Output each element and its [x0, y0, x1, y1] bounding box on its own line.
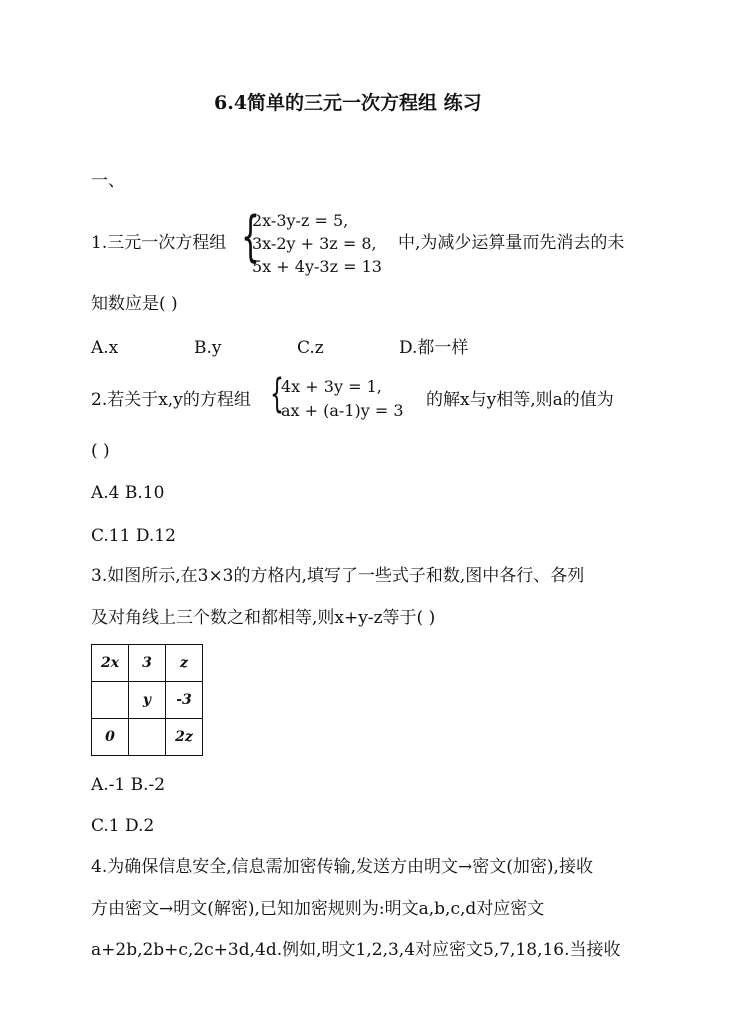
q3-grid [91, 644, 203, 756]
q1-option-a: A.x [91, 338, 119, 358]
q2-suffix: 的解x与y相等,则a的值为 [426, 390, 614, 410]
q1-option-b: B.y [194, 338, 222, 358]
grid-cell: 2z [166, 719, 203, 756]
q3-options-row2: C.1 D.2 [91, 816, 155, 836]
section-heading: 一、 [91, 171, 125, 191]
q2-brace: { [270, 371, 284, 417]
grid-cell: 3 [129, 645, 166, 682]
q1-option-c: C.z [297, 338, 324, 358]
q3-line1: 3.如图所示,在3×3的方格内,填写了一些式子和数,图中各行、各列 [91, 566, 585, 586]
grid-cell: -3 [166, 682, 203, 719]
q3-options-row1: A.-1 B.-2 [91, 775, 166, 795]
q1-eq3: 5x + 4y-3z = 13 [252, 257, 382, 276]
q2-eq2: ax + (a-1)y = 3 [281, 401, 404, 420]
grid-cell: y [129, 682, 166, 719]
q2-options-row2: C.11 D.12 [91, 526, 176, 546]
q1-option-d: D.都一样 [399, 338, 469, 358]
grid-cell: 2x [92, 645, 129, 682]
q4-line3: a+2b,2b+c,2c+3d,4d.例如,明文1,2,3,4对应密文5,7,18,16.当接收 [91, 940, 621, 960]
grid-cell: 0 [92, 719, 129, 756]
grid-row [92, 645, 203, 682]
q4-line1: 4.为确保信息安全,信息需加密传输,发送方由明文→密文(加密),接收 [91, 857, 593, 877]
q3-line2: 及对角线上三个数之和都相等,则x+y-z等于( ) [91, 608, 436, 628]
grid-cell: z [166, 645, 203, 682]
q1-line2: 知数应是( ) [91, 294, 178, 314]
grid-row [92, 719, 203, 756]
page-title: 6.4简单的三元一次方程组 练习 [214, 92, 482, 114]
q1-brace: { [241, 205, 260, 268]
grid-cell [129, 719, 166, 756]
grid-cell [92, 682, 129, 719]
q1-suffix: 中,为减少运算量而先消去的未 [398, 233, 625, 253]
q1-prefix: 1.三元一次方程组 [91, 233, 227, 253]
q4-line2: 方由密文→明文(解密),已知加密规则为:明文a,b,c,d对应密文 [91, 899, 545, 919]
q2-line2: ( ) [91, 441, 110, 461]
grid-row [92, 682, 203, 719]
q1-eq2: 3x-2y + 3z = 8, [252, 234, 377, 253]
q1-eq1: 2x-3y-z = 5, [252, 211, 349, 230]
q2-eq1: 4x + 3y = 1, [281, 377, 382, 396]
q2-prefix: 2.若关于x,y的方程组 [91, 390, 251, 410]
q2-options-row1: A.4 B.10 [91, 483, 165, 503]
